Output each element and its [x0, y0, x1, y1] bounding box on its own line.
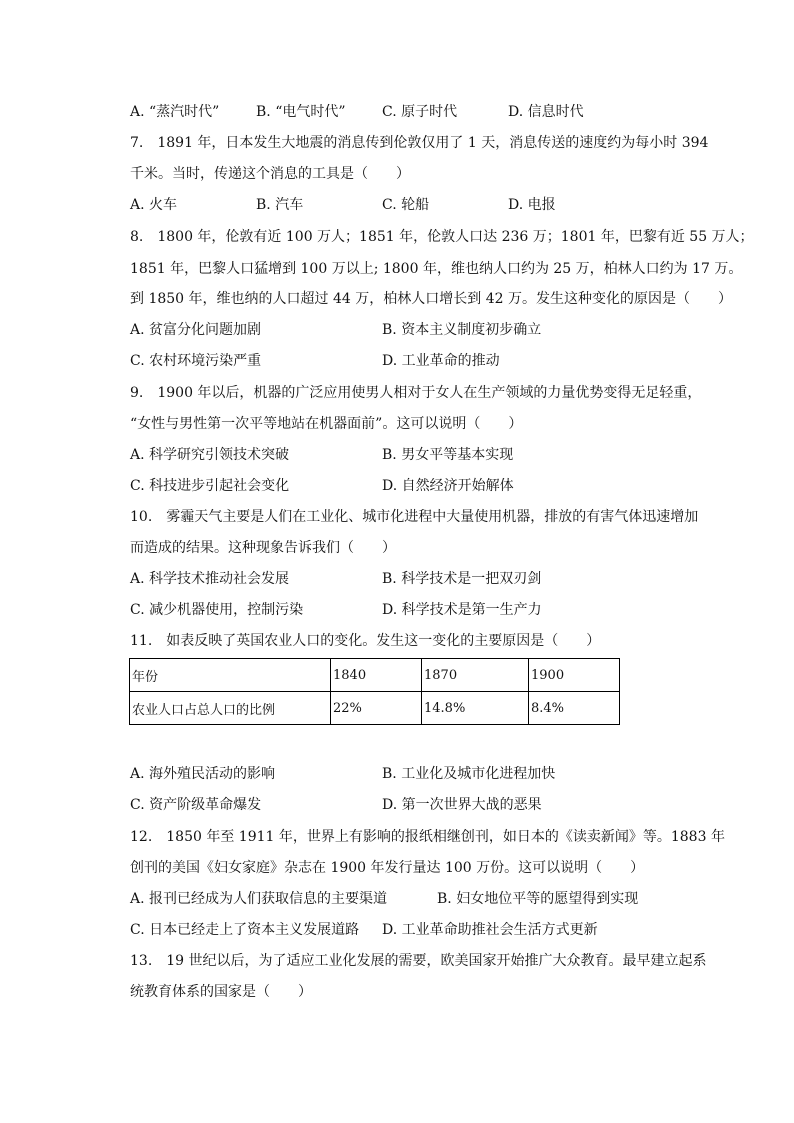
- option-a: A. 科学研究引领技术突破: [130, 447, 290, 463]
- option-d: D. 工业革命的推动: [382, 353, 500, 369]
- option-b: B. 工业化及城市化进程加快: [382, 766, 556, 782]
- option-d: D. 科学技术是第一生产力: [382, 602, 542, 618]
- table-cell: 农业人口占总人口的比例: [130, 692, 331, 725]
- question-stem-line: 而造成的结果。这种现象告诉我们（ ）: [130, 540, 396, 556]
- table-header-row: [130, 659, 620, 692]
- question-stem-line: 创刊的美国《妇女家庭》杂志在 1900 年发行量达 100 万份。这可以说明（ ）: [130, 860, 645, 876]
- table-cell: 1840: [331, 659, 422, 692]
- question-stem-line: 13. 19 世纪以后，为了适应工业化发展的需要，欧美国家开始推广大众教育。最早建立起系: [130, 953, 707, 969]
- option-b: B. 汽车: [256, 197, 304, 213]
- option-c: C. 原子时代: [382, 104, 458, 120]
- question-stem-line: 统教育体系的国家是（ ）: [130, 984, 312, 1000]
- option-c: C. 科技进步引起社会变化: [130, 478, 290, 494]
- option-a: A. 火车: [130, 197, 178, 213]
- table-cell: 8.4%: [529, 692, 620, 725]
- question-stem-line: 1851 年，巴黎人口猛增到 100 万以上; 1800 年，维也纳人口约为 25 万，柏林人口约为 17 万。: [130, 261, 743, 277]
- question-stem-line: 千米。当时，传递这个消息的工具是（ ）: [130, 166, 410, 182]
- question-stem-line: 8. 1800 年，伦敦有近 100 万人；1851 年，伦敦人口达 236 万；1801 年，巴黎有近 55 万人；: [130, 229, 754, 245]
- table-row: [130, 692, 620, 725]
- option-b: B. “电气时代”: [256, 104, 346, 120]
- table-cell: 22%: [331, 692, 422, 725]
- option-d: D. 自然经济开始解体: [382, 478, 514, 494]
- option-d: D. 工业革命助推社会生活方式更新: [382, 922, 598, 938]
- option-d: D. 第一次世界大战的恶果: [382, 797, 542, 813]
- table-cell: 1870: [422, 659, 529, 692]
- option-a: A. 报刊已经成为人们获取信息的主要渠道: [130, 891, 388, 907]
- data-table: [129, 658, 620, 725]
- option-c: C. 日本已经走上了资本主义发展道路: [130, 922, 360, 938]
- table-cell: 年份: [130, 659, 331, 692]
- option-c: C. 轮船: [382, 197, 430, 213]
- option-b: B. 科学技术是一把双刃剑: [382, 571, 542, 587]
- question-stem-line: 7. 1891 年，日本发生大地震的消息传到伦敦仅用了 1 天，消息传送的速度约为每小时 394: [130, 135, 709, 151]
- question-stem-line: “女性与男性第一次平等地站在机器面前”。这可以说明（ ）: [130, 416, 523, 432]
- question-stem-line: 10. 雾霾天气主要是人们在工业化、城市化进程中大量使用机器，排放的有害气体迅速增加: [130, 509, 699, 525]
- option-b: B. 资本主义制度初步确立: [382, 322, 542, 338]
- option-a: A. 科学技术推动社会发展: [130, 571, 290, 587]
- option-b: B. 男女平等基本实现: [382, 447, 514, 463]
- table-cell: 1900: [529, 659, 620, 692]
- option-d: D. 信息时代: [508, 104, 584, 120]
- question-stem-line: 11. 如表反映了英国农业人口的变化。发生这一变化的主要原因是（ ）: [130, 633, 601, 649]
- option-a: A. 贫富分化问题加剧: [130, 322, 262, 338]
- option-c: C. 资产阶级革命爆发: [130, 797, 262, 813]
- option-c: C. 农村环境污染严重: [130, 353, 262, 369]
- question-stem-line: 12. 1850 年至 1911 年，世界上有影响的报纸相继创刊，如日本的《读卖新闻》等。1883 年: [130, 829, 725, 845]
- option-c: C. 减少机器使用，控制污染: [130, 602, 304, 618]
- option-a: A. 海外殖民活动的影响: [130, 766, 276, 782]
- option-b: B. 妇女地位平等的愿望得到实现: [437, 891, 639, 907]
- question-stem-line: 到 1850 年，维也纳的人口超过 44 万，柏林人口增长到 42 万。发生这种变化的原因是（ ）: [130, 291, 732, 307]
- question-stem-line: 9. 1900 年以后，机器的广泛应用使男人相对于女人在生产领域的力量优势变得无足轻重，: [130, 385, 702, 401]
- table-cell: 14.8%: [422, 692, 529, 725]
- option-d: D. 电报: [508, 197, 556, 213]
- option-a: A. “蒸汽时代”: [130, 104, 220, 120]
